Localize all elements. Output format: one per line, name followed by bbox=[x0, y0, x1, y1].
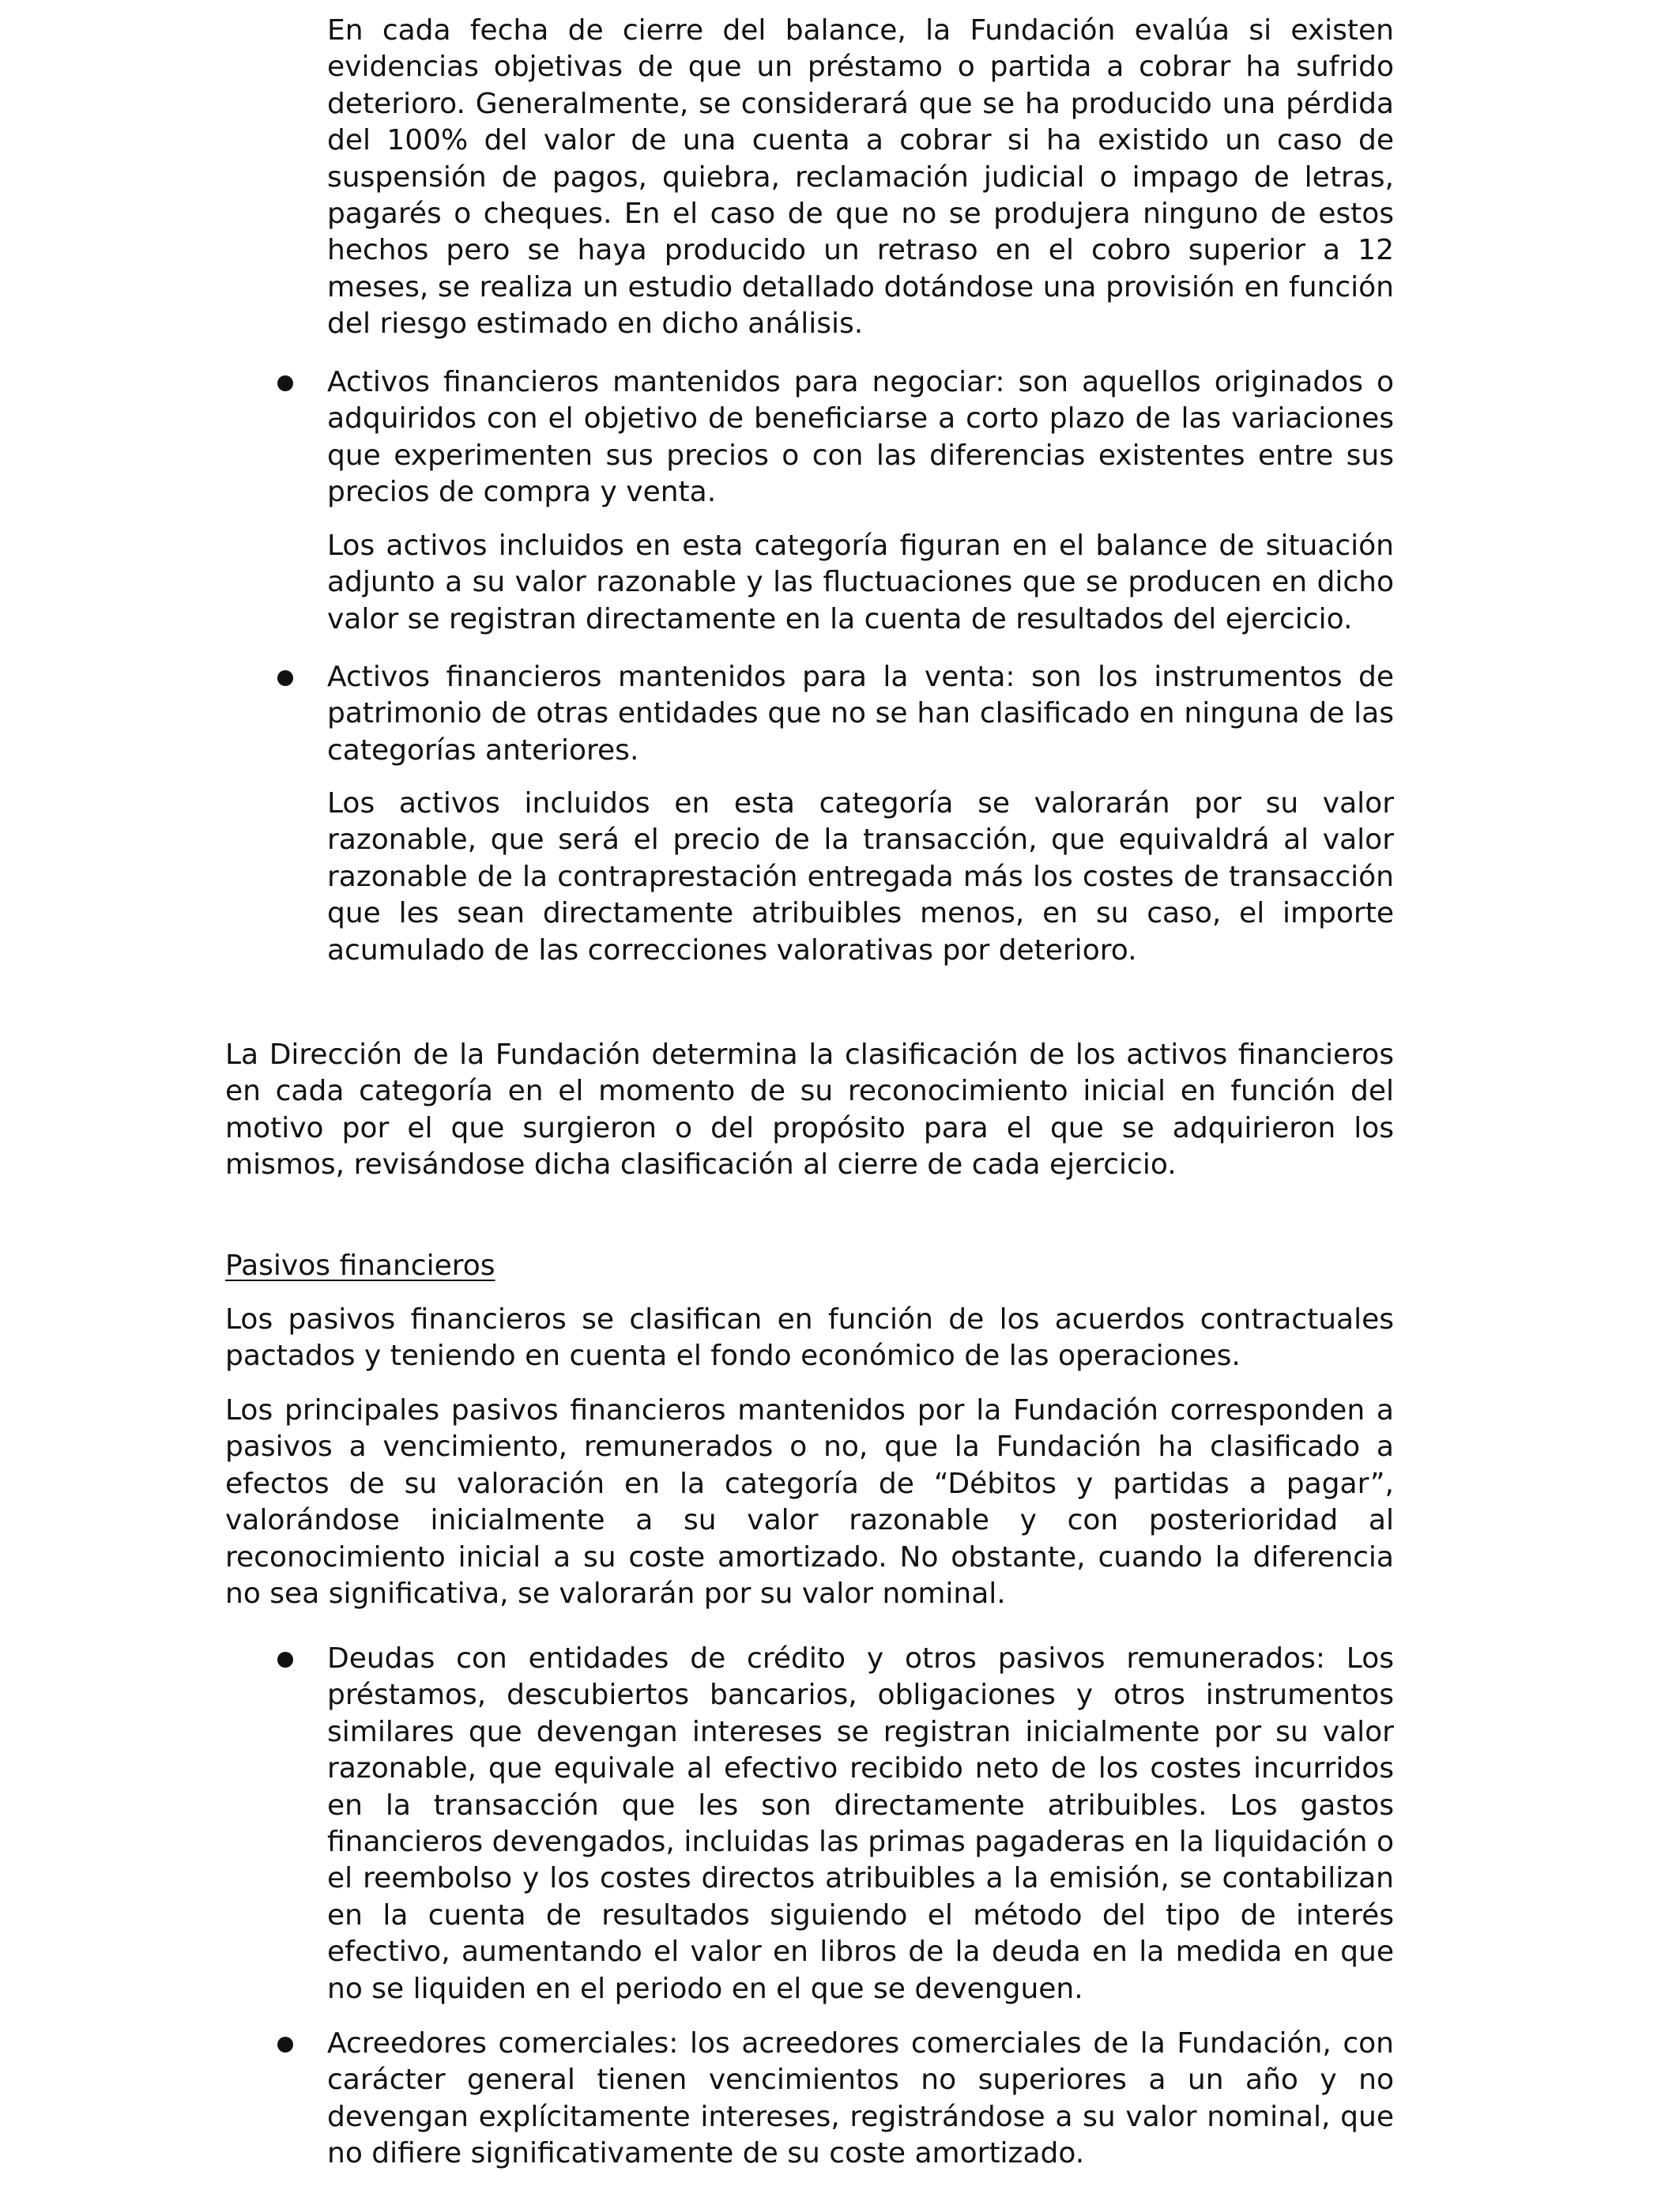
paragraph-valoracion-venta: Los activos incluidos en esta categoría se valorarán por su valor razonable, que será el precio de la transacción, que equivaldrá al valor razonable de la contraprestación entregada más los costes de transacción que les sean directamente atribuibles menos, en su caso, el importe acumulado de las correcciones valorativas por deterioro. bbox=[327, 787, 1394, 967]
bullet-icon bbox=[277, 375, 293, 391]
bullet-icon bbox=[277, 670, 293, 686]
paragraph-deterioro: En cada fecha de cierre del balance, la Fundación evalúa si existen evidencias objetivas de que un préstamo o partida a cobrar ha sufrido deterioro. Generalmente, se considerará que se ha producido una pérdida del 100% del valor de una cuenta a cobrar si ha existido un caso de suspensión de pagos, quiebra, reclamación judicial o impago de letras, pagarés o cheques. En el caso de que no se produjera ninguno de estos hechos pero se haya producido un retraso en el cobro superior a 12 meses, se realiza un estudio detallado dotándose una provisión en función del riesgo estimado en dicho análisis. bbox=[327, 14, 1394, 341]
list-item-activos-negociar: Activos financieros mantenidos para negociar: son aquellos originados o adquiridos con el objetivo de beneficiarse a corto plazo de las variaciones que experimenten sus precios o con las diferencias existentes entre sus precios de compra y venta. bbox=[327, 366, 1394, 509]
paragraph-clasificacion: La Dirección de la Fundación determina la clasificación de los activos financieros en cada categoría en el momento de su reconocimiento inicial en función del motivo por el que surgieron o del propósito para el que se adquirieron los mismos, revisándose dicha clasificación al cierre de cada ejercicio. bbox=[225, 1039, 1394, 1182]
list-item-acreedores-comerciales: Acreedores comerciales: los acreedores comerciales de la Fundación, con carácter general tienen vencimientos no superiores a un año y no devengan explícitamente intereses, registrándose a su valor nominal, que no difiere significativamente de su coste amortizado. bbox=[327, 2027, 1394, 2170]
bullet-icon bbox=[277, 2037, 293, 2053]
list-item-deudas-entidades: Deudas con entidades de crédito y otros pasivos remunerados: Los préstamos, descubiertos bancarios, obligaciones y otros instrumentos similares que devengan intereses se registran inicialmente por su valor razonable, que equivale al efectivo recibido neto de los costes incurridos en la transacción que les son directamente atribuibles. Los gastos financieros devengados, incluidas las primas pagaderas en la liquidación o el reembolso y los costes directos atribuibles a la emisión, se contabilizan en la cuenta de resultados siguiendo el método del tipo de interés efectivo, aumentando el valor en libros de la deuda en la medida en que no se liquiden en el periodo en el que se devenguen. bbox=[327, 1642, 1394, 2005]
list-item-activos-venta: Activos financieros mantenidos para la venta: son los instrumentos de patrimonio de otras entidades que no se han clasificado en ninguna de las categorías anteriores. bbox=[327, 661, 1394, 767]
paragraph-valor-razonable: Los activos incluidos en esta categoría figuran en el balance de situación adjunto a su valor razonable y las fluctuaciones que se producen en dicho valor se registran directamente en la cuenta de resultados del ejercicio. bbox=[327, 530, 1394, 635]
paragraph-pasivos-clasifican: Los pasivos financieros se clasifican en función de los acuerdos contractuales pactados y teniendo en cuenta el fondo económico de las operaciones. bbox=[225, 1303, 1394, 1373]
bullet-icon bbox=[277, 1652, 293, 1668]
paragraph-principales-pasivos: Los principales pasivos financieros mantenidos por la Fundación corresponden a pasivos a vencimiento, remunerados o no, que la Fundación ha clasificado a efectos de su valoración en la categoría de “Débitos y partidas a pagar”, valorándose inicialmente a su valor razonable y con posterioridad al reconocimiento inicial a su coste amortizado. No obstante, cuando la diferencia no sea significativa, se valorarán por su valor nominal. bbox=[225, 1394, 1394, 1611]
section-heading-pasivos: Pasivos financieros bbox=[225, 1250, 495, 1282]
